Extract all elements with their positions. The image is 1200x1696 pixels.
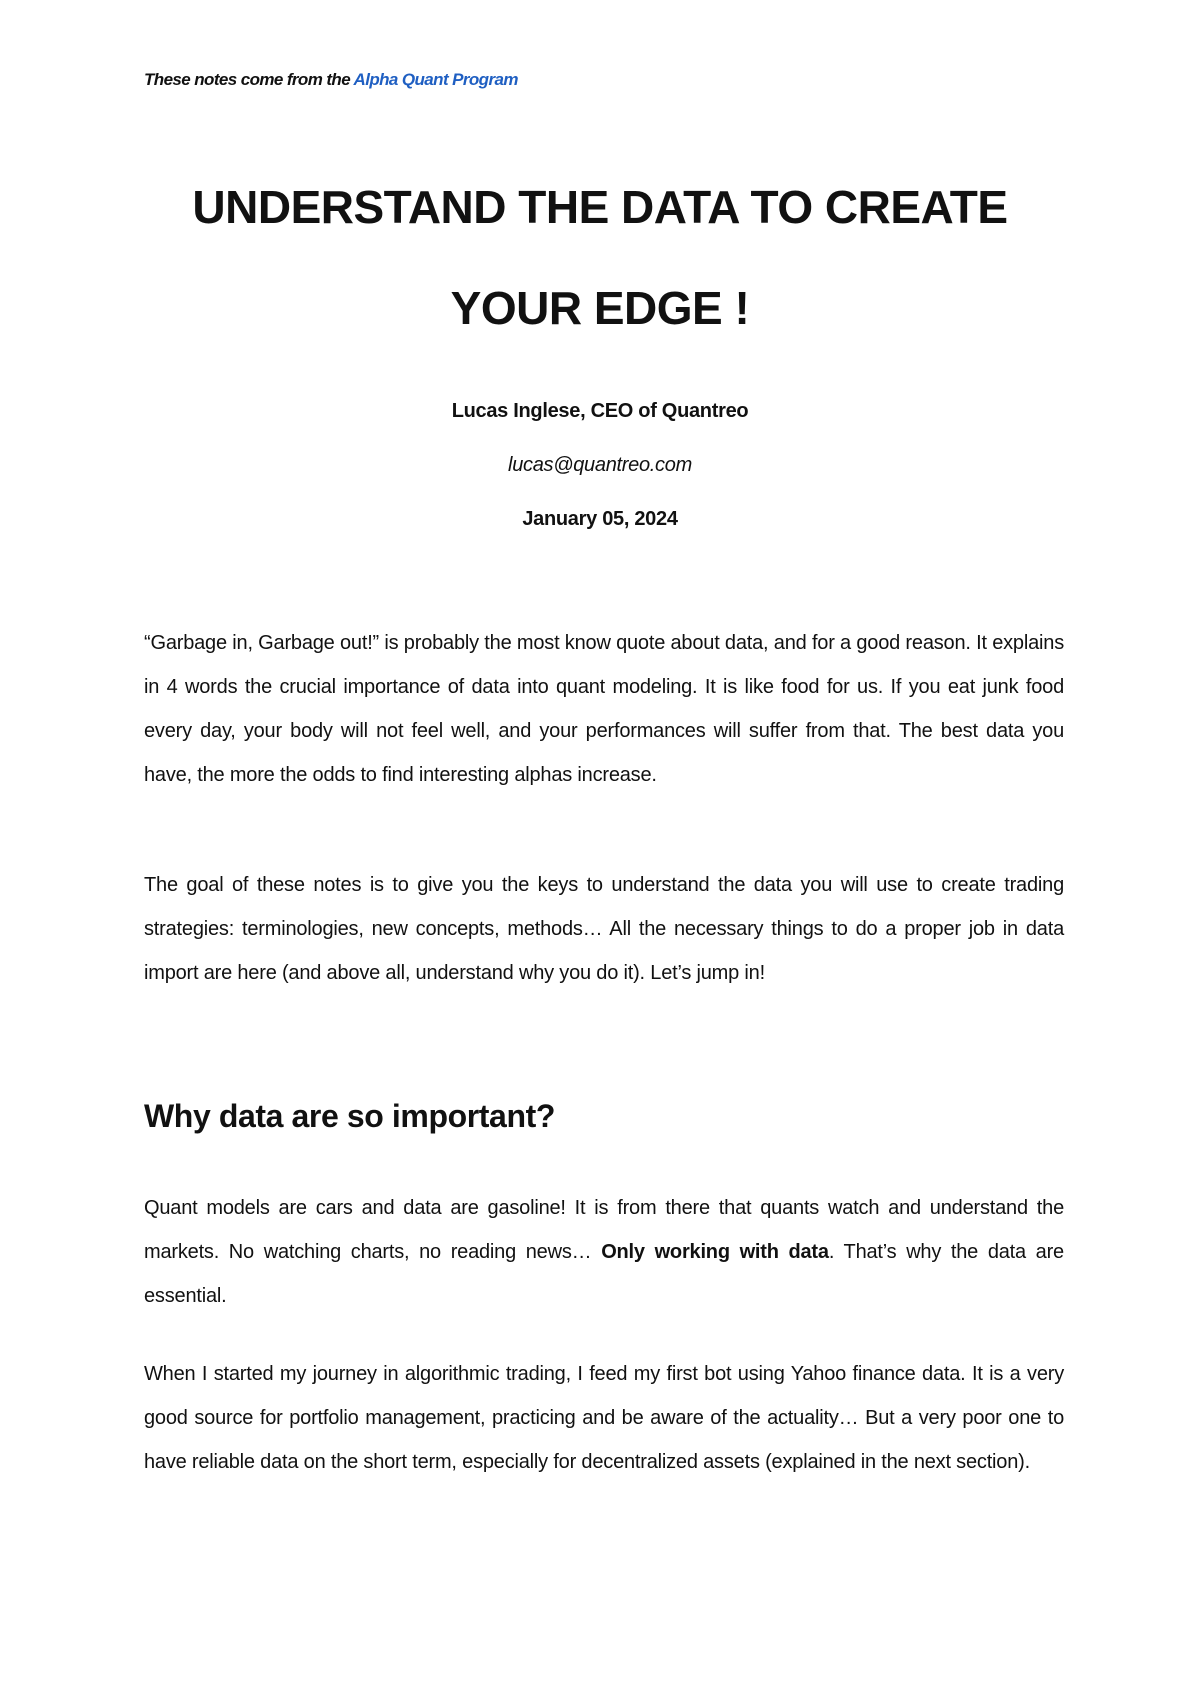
- section-paragraph-1-bold: Only working with data: [601, 1241, 829, 1263]
- intro-paragraph-1: “Garbage in, Garbage out!” is probably the most know quote about data, and for a good reason. It explains in 4 words the crucial importance of data into quant modeling. It is like food for us. If you eat junk food every day, your body will not feel well, and your performances will suffer from that. The best data you have, the more the odds to find interesting alphas increase.: [144, 632, 1064, 786]
- header-note-prefix: These notes come from the: [144, 70, 354, 89]
- author-email: lucas@quantreo.com: [508, 454, 692, 476]
- document-title-line-2: YOUR EDGE !: [450, 282, 750, 334]
- document-date: January 05, 2024: [522, 508, 678, 530]
- section-heading-why-data: Why data are so important?: [144, 1098, 555, 1134]
- section-paragraph-1-text-b: . That’s why the data are essential.: [144, 1241, 1064, 1307]
- author-line: Lucas Inglese, CEO of Quantreo: [451, 400, 749, 422]
- header-note: [144, 70, 518, 90]
- section-paragraph-1-text-a: Quant models are cars and data are gasoline! It is from there that quants watch and understand the markets. No watching charts, no reading news…: [144, 1197, 1064, 1263]
- intro-paragraph-2: The goal of these notes is to give you the keys to understand the data you will use to create trading strategies: terminologies, new concepts, methods… All the necessary things to do a proper job in data import are here (and above all, understand why you do it). Let’s jump in!: [144, 874, 1064, 984]
- document-title-line-1: UNDERSTAND THE DATA TO CREATE: [192, 181, 1008, 233]
- section-paragraph-1: [144, 1186, 1064, 1318]
- alpha-quant-program-link[interactable]: Alpha Quant Program: [353, 70, 518, 89]
- section-paragraph-2: When I started my journey in algorithmic trading, I feed my first bot using Yahoo finance data. It is a very good source for portfolio management, practicing and be aware of the actuality… But a very poor one to have reliable data on the short term, especially for decentralized assets (explained in the next section).: [144, 1363, 1064, 1473]
